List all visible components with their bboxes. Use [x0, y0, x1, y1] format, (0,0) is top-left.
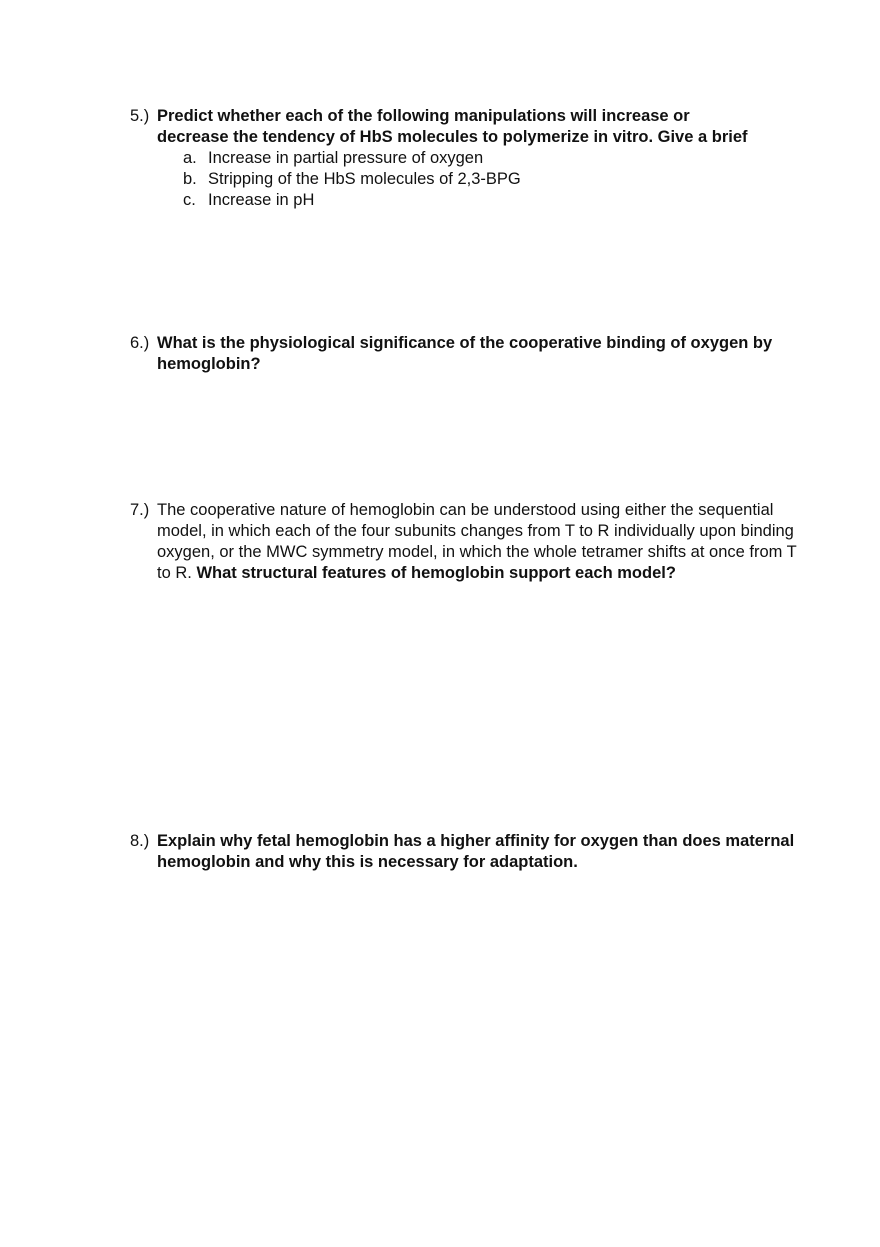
sub-item-letter: b.	[183, 170, 197, 188]
question-5	[130, 106, 810, 211]
question-7	[130, 500, 810, 584]
question-prompt: Explain why fetal hemoglobin has a higher affinity for oxygen than does maternal hemoglobin and why this is necessary for adaptation.	[157, 832, 795, 871]
question-prompt-line: decrease the tendency of HbS molecules to polymerize in vitro. Give a brief	[157, 128, 748, 146]
question-prompt: What is the physiological significance of the cooperative binding of oxygen by hemoglobin?	[157, 334, 773, 373]
sub-item-letter: a.	[183, 149, 197, 167]
question-number: 5.)	[130, 107, 150, 125]
sub-item	[157, 148, 807, 169]
sub-item-list	[157, 148, 807, 211]
question-number: 7.)	[130, 501, 150, 519]
sub-item	[157, 190, 807, 211]
sub-item-letter: c.	[183, 191, 196, 209]
sub-item-text: Increase in pH	[208, 191, 315, 209]
question-body	[157, 500, 807, 584]
question-8	[130, 831, 810, 873]
sub-item-text: Stripping of the HbS molecules of 2,3-BPG	[208, 170, 521, 188]
question-prompt-line: Predict whether each of the following manipulations will increase or	[157, 107, 690, 125]
question-number: 6.)	[130, 334, 150, 352]
question-body	[157, 106, 807, 211]
question-6	[130, 333, 810, 375]
sub-item	[157, 169, 807, 190]
question-number: 8.)	[130, 832, 150, 850]
sub-item-text: Increase in partial pressure of oxygen	[208, 149, 484, 167]
question-intro: The cooperative nature of hemoglobin can be understood using either the sequential model, in which each of the four subunits changes from T to R individually upon binding oxygen, or the MWC symmetry model, in which the whole tetramer shifts at once from T to R.	[157, 501, 797, 582]
question-prompt: What structural features of hemoglobin support each model?	[196, 564, 676, 582]
question-body	[157, 333, 807, 375]
question-body	[157, 831, 807, 873]
